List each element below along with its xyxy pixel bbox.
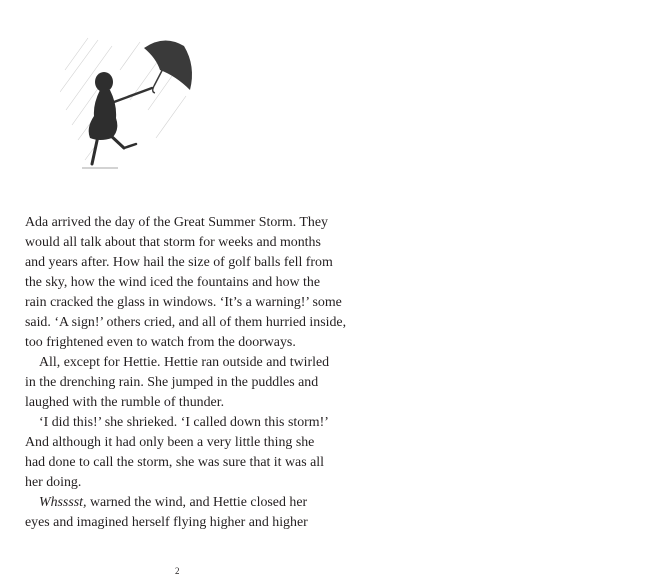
story-line: in the drenching rain. She jumped in the puddles and	[25, 375, 319, 390]
story-line-rest: warned the wind, and Hettie closed her	[86, 495, 308, 510]
story-line: said. ‘A sign!’ others cried, and all of them hurried inside,	[25, 315, 347, 330]
story-line: her doing.	[25, 475, 82, 490]
story-line: too frightened even to watch from the doorways.	[25, 335, 296, 350]
story-line: eyes and imagined herself flying higher and higher	[25, 515, 308, 530]
story-text	[25, 213, 345, 533]
story-line: Ada arrived the day of the Great Summer Storm. They	[25, 215, 328, 230]
story-line: ‘I did this!’ she shrieked. ‘I called down this storm!’	[39, 415, 329, 430]
story-line: had done to call the storm, she was sure that it was all	[25, 455, 324, 470]
story-line: laughed with the rumble of thunder.	[25, 395, 225, 410]
italic-word: Whsssst,	[39, 495, 87, 510]
girl-with-umbrella-illustration	[60, 30, 210, 180]
story-line: the sky, how the wind iced the fountains and how the	[25, 275, 320, 290]
story-line	[25, 493, 345, 513]
story-line: rain cracked the glass in windows. ‘It’s a warning!’ some	[25, 295, 342, 310]
story-line: would all talk about that storm for weeks and months	[25, 235, 321, 250]
page-number: 2	[175, 566, 180, 576]
story-line: And although it had only been a very little thing she	[25, 435, 315, 450]
story-line: All, except for Hettie. Hettie ran outside and twirled	[39, 355, 330, 370]
story-line: and years after. How hail the size of golf balls fell from	[25, 255, 333, 270]
